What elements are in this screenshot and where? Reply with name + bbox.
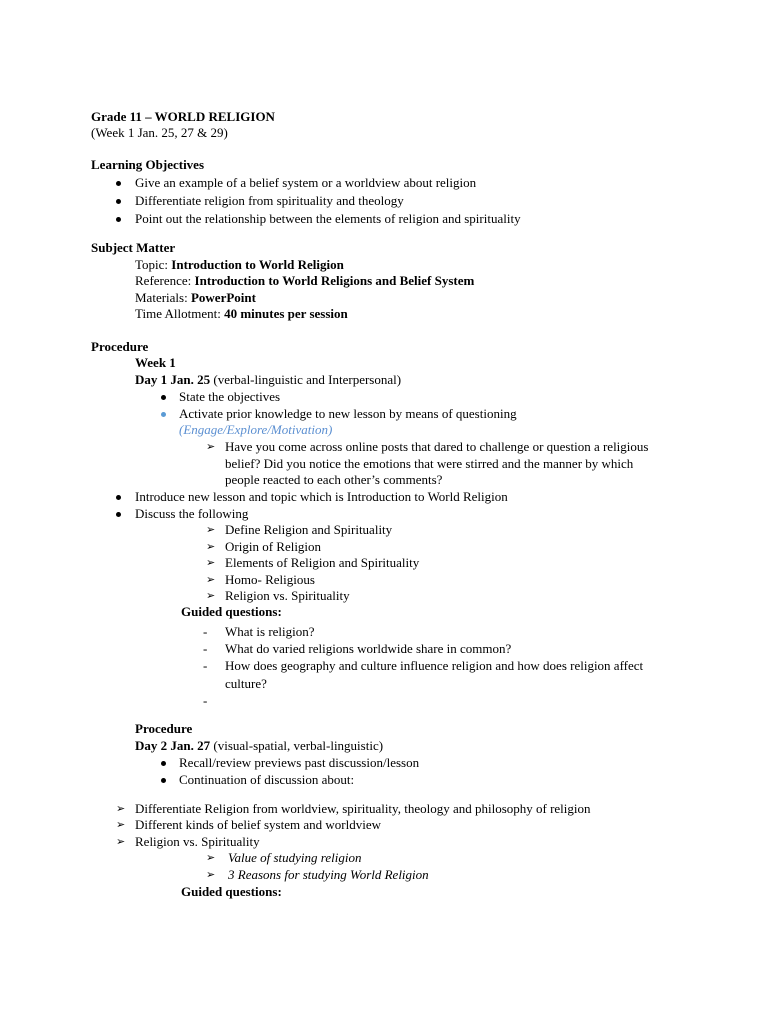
bullet-icon bbox=[161, 412, 166, 417]
procedure-heading: Procedure bbox=[91, 339, 149, 354]
engage-label: (Engage/Explore/Motivation) bbox=[179, 422, 333, 437]
discuss-item: Origin of Religion bbox=[225, 539, 322, 554]
day1-item: State the objectives bbox=[179, 389, 281, 404]
dash-bullet: - bbox=[203, 624, 208, 639]
day1-label: Day 1 Jan. 25 bbox=[135, 372, 211, 387]
dash-bullet: - bbox=[203, 693, 208, 708]
objectives-heading: Learning Objectives bbox=[91, 157, 205, 172]
question-line: people reacted to each other’s comments? bbox=[225, 472, 443, 487]
discuss-item: Homo- Religious bbox=[225, 572, 315, 587]
objective-item: Differentiate religion from spirituality and theology bbox=[135, 193, 404, 208]
topic-item: Differentiate Religion from worldview, spirituality, theology and philosophy of religion bbox=[135, 801, 591, 816]
arrow-bullet-icon: ➢ bbox=[206, 574, 216, 586]
guided-item: culture? bbox=[225, 676, 267, 691]
day2-note: (visual-spatial, verbal-linguistic) bbox=[210, 738, 384, 753]
day2-label: Day 2 Jan. 27 bbox=[135, 738, 211, 753]
procedure2-heading: Procedure bbox=[135, 721, 193, 736]
topic-item: Religion vs. Spirituality bbox=[135, 834, 260, 849]
bullet-icon bbox=[161, 761, 166, 766]
subject-matter-heading: Subject Matter bbox=[91, 240, 176, 255]
bullet-icon bbox=[161, 778, 166, 783]
reference-line bbox=[135, 273, 474, 289]
arrow-bullet-icon: ➢ bbox=[116, 819, 126, 831]
topic-line bbox=[135, 257, 344, 273]
topic-item: Different kinds of belief system and worldview bbox=[135, 817, 381, 832]
day1-line bbox=[135, 372, 401, 388]
bullet-icon bbox=[116, 495, 121, 500]
intro-item: Introduce new lesson and topic which is Introduction to World Religion bbox=[135, 489, 508, 504]
arrow-bullet-icon: ➢ bbox=[206, 557, 216, 569]
discuss-item: Elements of Religion and Spirituality bbox=[225, 555, 420, 570]
intro-item: Discuss the following bbox=[135, 506, 249, 521]
day2-item: Recall/review previews past discussion/lesson bbox=[179, 755, 420, 770]
bullet-icon bbox=[116, 217, 121, 222]
bullet-icon bbox=[116, 181, 121, 186]
materials-label: Materials: bbox=[135, 290, 191, 305]
arrow-bullet-icon: ➢ bbox=[116, 803, 126, 815]
reference-value: Introduction to World Religions and Belief System bbox=[194, 273, 475, 288]
guided-questions-heading: Guided questions: bbox=[181, 604, 282, 619]
day1-note: (verbal-linguistic and Interpersonal) bbox=[210, 372, 402, 387]
guided-item: How does geography and culture influence religion and how does religion affect bbox=[225, 658, 644, 673]
materials-value: PowerPoint bbox=[190, 290, 256, 305]
arrow-bullet-icon: ➢ bbox=[206, 524, 216, 536]
question-line: Have you come across online posts that dared to challenge or question a religious bbox=[225, 439, 649, 454]
bullet-icon bbox=[161, 395, 166, 400]
arrow-bullet-icon: ➢ bbox=[206, 869, 216, 881]
guided-item: What do varied religions worldwide share in common? bbox=[225, 641, 512, 656]
guided-item: What is religion? bbox=[225, 624, 315, 639]
arrow-bullet-icon: ➢ bbox=[206, 441, 216, 453]
discuss-item: Religion vs. Spirituality bbox=[225, 588, 350, 603]
italic-item: Value of studying religion bbox=[228, 850, 362, 865]
objective-item: Point out the relationship between the elements of religion and spirituality bbox=[135, 211, 521, 226]
time-allotment-line bbox=[135, 306, 348, 322]
time-label: Time Allotment: bbox=[135, 306, 225, 321]
question-line: belief? Did you notice the emotions that were stirred and the manner by which bbox=[225, 456, 634, 471]
time-value: 40 minutes per session bbox=[224, 306, 348, 321]
topic-label: Topic: bbox=[135, 257, 172, 272]
materials-line bbox=[135, 290, 256, 306]
arrow-bullet-icon: ➢ bbox=[206, 852, 216, 864]
objective-item: Give an example of a belief system or a worldview about religion bbox=[135, 175, 477, 190]
bullet-icon bbox=[116, 512, 121, 517]
week-heading: Week 1 bbox=[135, 355, 176, 370]
topic-value: Introduction to World Religion bbox=[171, 257, 344, 272]
week-line: (Week 1 Jan. 25, 27 & 29) bbox=[91, 125, 228, 140]
italic-item: 3 Reasons for studying World Religion bbox=[228, 867, 429, 882]
reference-label: Reference: bbox=[135, 273, 195, 288]
day2-item: Continuation of discussion about: bbox=[179, 772, 355, 787]
discuss-item: Define Religion and Spirituality bbox=[225, 522, 393, 537]
day2-line bbox=[135, 738, 383, 754]
arrow-bullet-icon: ➢ bbox=[206, 590, 216, 602]
arrow-bullet-icon: ➢ bbox=[116, 836, 126, 848]
guided-questions-heading-2: Guided questions: bbox=[181, 884, 282, 899]
document-title: Grade 11 – WORLD RELIGION bbox=[91, 109, 275, 124]
dash-bullet: - bbox=[203, 658, 208, 673]
dash-bullet: - bbox=[203, 641, 208, 656]
arrow-bullet-icon: ➢ bbox=[206, 541, 216, 553]
day1-item: Activate prior knowledge to new lesson by means of questioning bbox=[179, 406, 517, 421]
bullet-icon bbox=[116, 199, 121, 204]
